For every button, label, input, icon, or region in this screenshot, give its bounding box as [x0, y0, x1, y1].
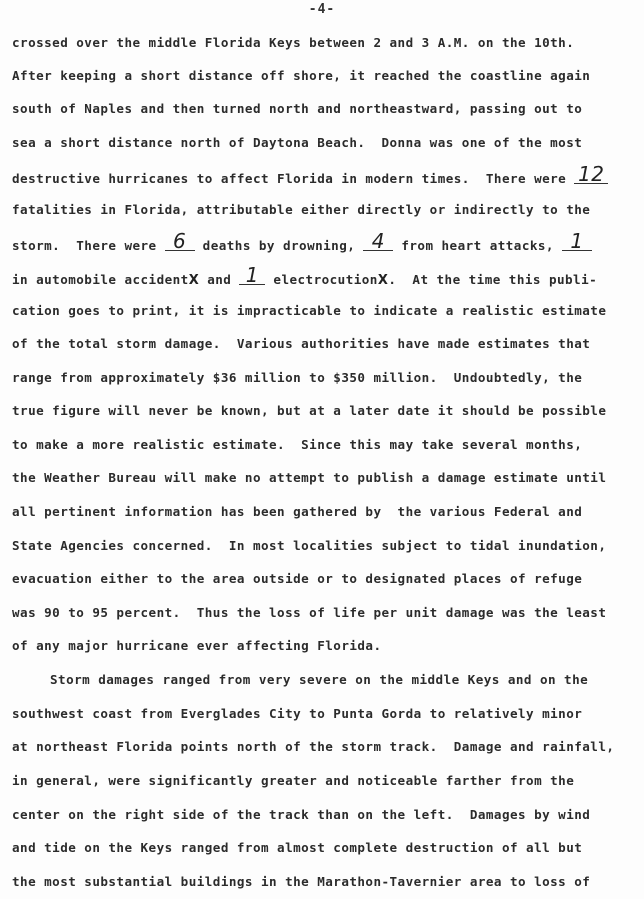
text-segment: deaths by drowning,	[194, 238, 364, 253]
text-line: true figure will never be known, but at a later date it should be possible	[12, 403, 607, 418]
page-number: -4-	[308, 2, 336, 17]
text-line: in general, were significantly greater and noticeable farther from the	[12, 773, 575, 788]
text-line: crossed over the middle Florida Keys between 2 and 3 A.M. on the 10th.	[12, 35, 575, 50]
text-segment: storm. There were	[12, 238, 165, 253]
text-line: After keeping a short distance off shore, it reached the coastline again	[12, 68, 591, 83]
text-line: State Agencies concerned. In most localities subject to tidal inundation,	[12, 538, 607, 553]
text-segment: from heart attacks,	[393, 238, 562, 253]
handwritten-electrocution-count: 1	[239, 266, 265, 285]
text-segment: destructive hurricanes to affect Florida in modern times. There were	[12, 171, 575, 186]
text-line: evacuation either to the area outside or to designated places of refuge	[12, 571, 583, 586]
text-line: cation goes to print, it is impracticable to indicate a realistic estimate	[12, 303, 607, 318]
text-line: and tide on the Keys ranged from almost complete destruction of all but	[12, 840, 583, 855]
text-line: at northeast Florida points north of the storm track. Damage and rainfall,	[12, 739, 615, 754]
text-line: was 90 to 95 percent. Thus the loss of life per unit damage was the least	[12, 605, 607, 620]
handwritten-fatalities-count: 12	[574, 165, 608, 184]
text-segment: in automobile accident	[12, 272, 189, 287]
text-segment: and	[199, 272, 240, 287]
text-line: of any major hurricane ever affecting Florida.	[12, 638, 382, 653]
text-line	[12, 162, 632, 188]
handwritten-heart-attack-count: 4	[363, 232, 393, 251]
handwritten-x-mark: X	[188, 273, 200, 288]
text-segment: electrocution	[265, 272, 378, 287]
text-line	[12, 263, 632, 290]
text-line: south of Naples and then turned north and northeastward, passing out to	[12, 101, 583, 116]
text-line	[12, 229, 632, 255]
text-line: to make a more realistic estimate. Since this may take several months,	[12, 437, 583, 452]
text-line: sea a short distance north of Daytona Beach. Donna was one of the most	[12, 135, 583, 150]
text-line: southwest coast from Everglades City to Punta Gorda to relatively minor	[12, 706, 583, 721]
text-line: center on the right side of the track than on the left. Damages by wind	[12, 807, 591, 822]
text-line: the Weather Bureau will make no attempt to publish a damage estimate until	[12, 470, 607, 485]
text-line: range from approximately $36 million to $350 million. Undoubtedly, the	[12, 370, 583, 385]
text-line: of the total storm damage. Various authorities have made estimates that	[12, 336, 591, 351]
text-line: fatalities in Florida, attributable either directly or indirectly to the	[12, 202, 591, 217]
handwritten-automobile-count: 1	[562, 232, 592, 251]
text-line: the most substantial buildings in the Marathon-Tavernier area to loss of	[12, 874, 591, 889]
handwritten-drowning-count: 6	[165, 232, 195, 251]
text-line: all pertinent information has been gathered by the various Federal and	[12, 504, 583, 519]
paragraph-first-line: Storm damages ranged from very severe on the middle Keys and on the	[50, 672, 589, 687]
handwritten-x-mark: X	[377, 273, 389, 288]
text-segment: . At the time this publi-	[388, 272, 598, 287]
